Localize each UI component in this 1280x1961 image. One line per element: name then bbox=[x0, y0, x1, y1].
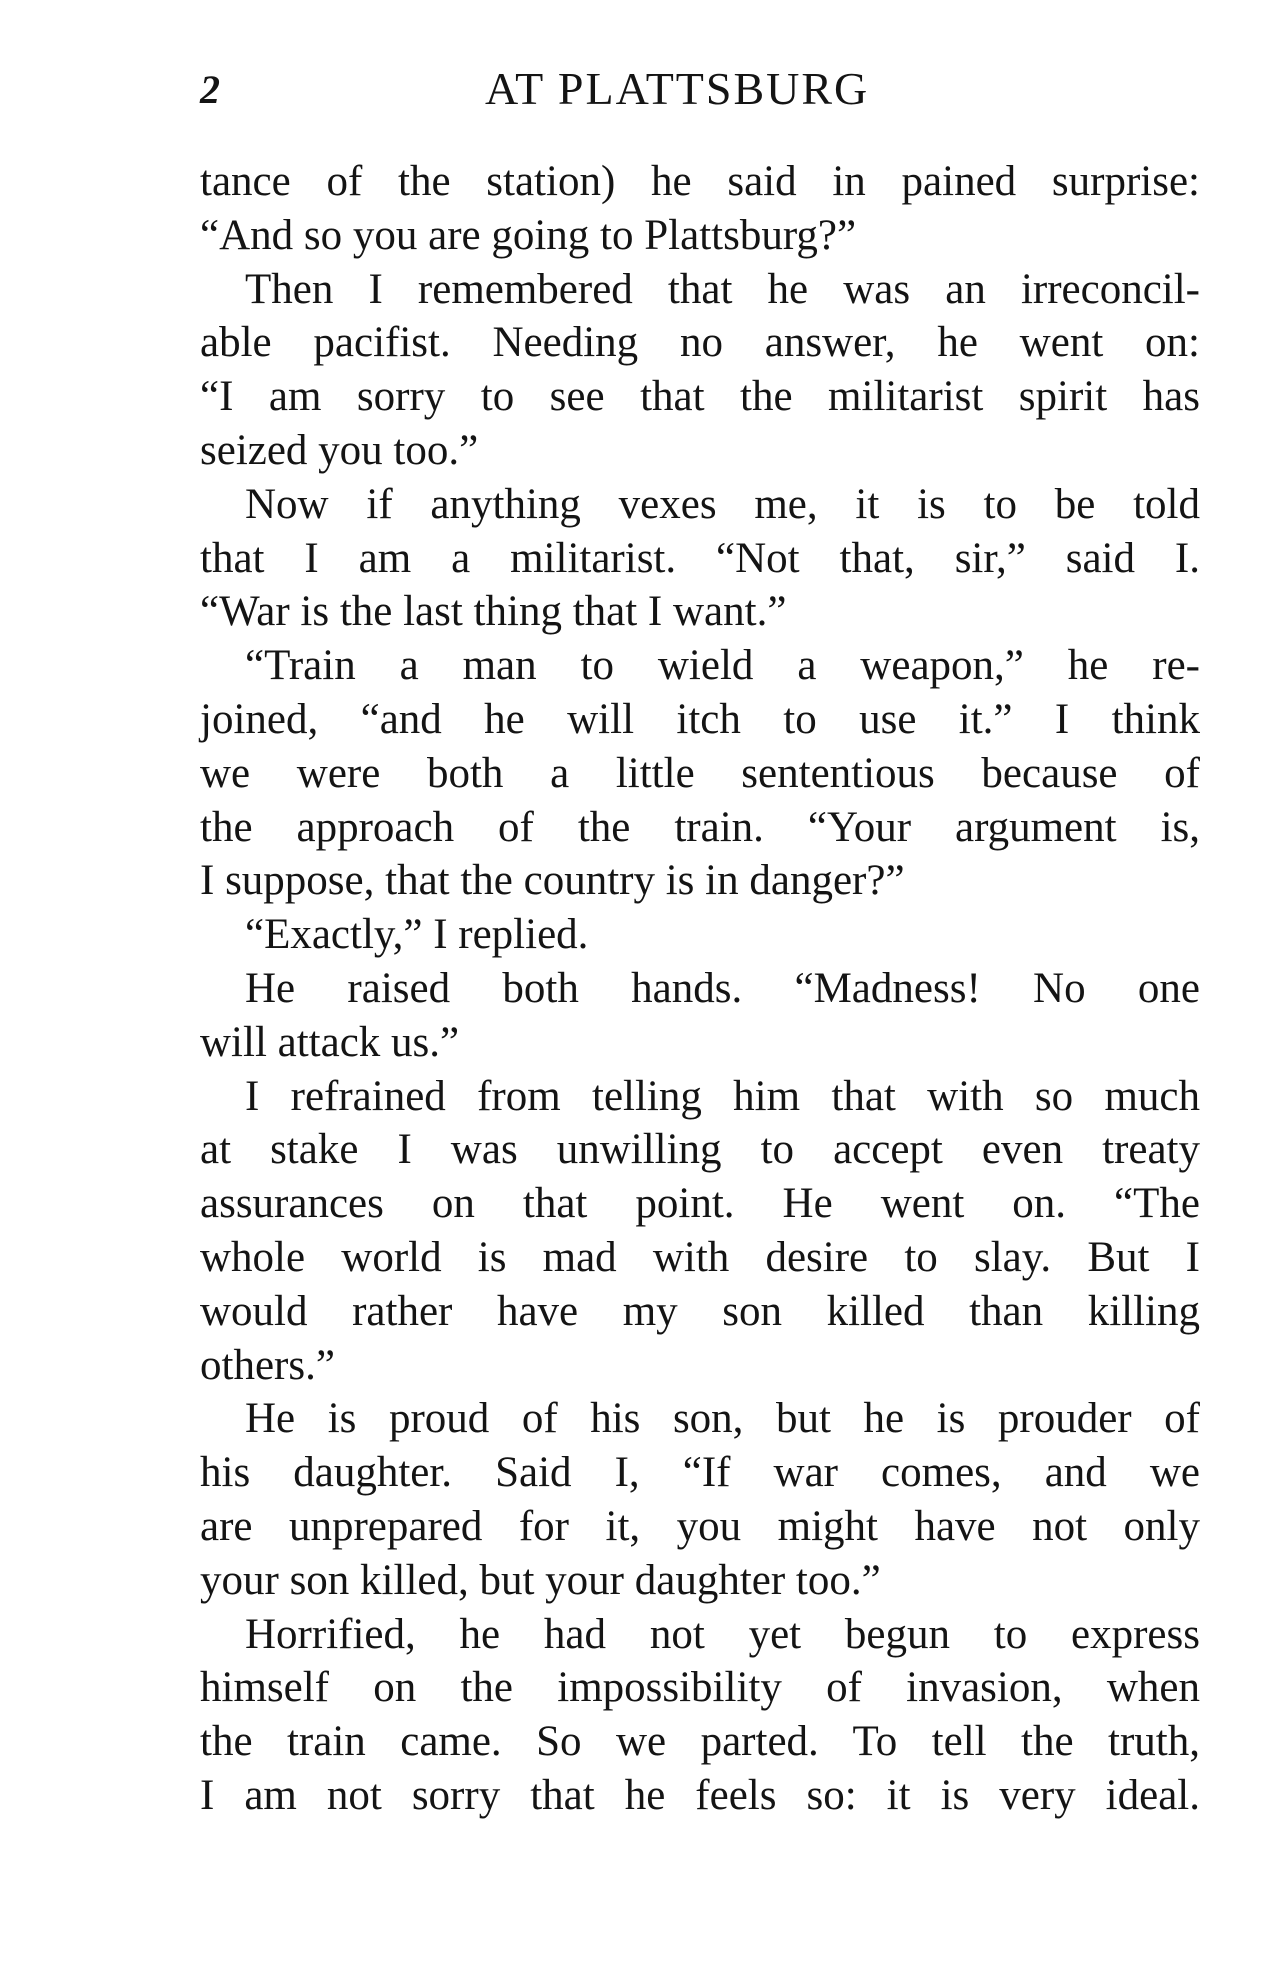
text-line: the approach of the train. “Your argument is, bbox=[200, 803, 1200, 851]
text-line: at stake I was unwilling to accept even treaty bbox=[200, 1126, 1200, 1174]
page-number: 2 bbox=[200, 67, 220, 112]
text-line: we were both a little sententious because of bbox=[200, 749, 1200, 797]
text-line: would rather have my son killed than killing bbox=[200, 1287, 1200, 1335]
text-line: Now if anything vexes me, it is to be told bbox=[245, 480, 1200, 528]
text-line: He raised both hands. “Madness! No one bbox=[245, 964, 1200, 1012]
body-text bbox=[200, 155, 1200, 1823]
text-line: others.” bbox=[200, 1341, 335, 1389]
text-line: assurances on that point. He went on. “The bbox=[200, 1180, 1200, 1228]
text-line: your son killed, but your daughter too.” bbox=[200, 1556, 881, 1604]
text-line: seized you too.” bbox=[200, 426, 479, 474]
text-line: “I am sorry to see that the militarist spirit has bbox=[200, 373, 1200, 421]
text-line: “Train a man to wield a weapon,” he re- bbox=[245, 642, 1200, 690]
running-head bbox=[200, 62, 1200, 122]
text-line: joined, “and he will itch to use it.” I think bbox=[200, 695, 1200, 743]
text-line: tance of the station) he said in pained surprise: bbox=[200, 158, 1200, 205]
text-line: his daughter. Said I, “If war comes, and we bbox=[200, 1449, 1200, 1497]
text-line: I refrained from telling him that with so much bbox=[245, 1072, 1200, 1120]
text-line: able pacifist. Needing no answer, he went on: bbox=[200, 319, 1200, 367]
text-line: “And so you are going to Plattsburg?” bbox=[200, 211, 857, 259]
text-line: I am not sorry that he feels so: it is very ideal. bbox=[200, 1771, 1200, 1819]
text-line: Then I remembered that he was an irreconcil- bbox=[245, 265, 1200, 313]
text-line: “War is the last thing that I want.” bbox=[200, 588, 787, 636]
text-line: “Exactly,” I replied. bbox=[245, 911, 589, 959]
text-line: He is proud of his son, but he is prouder of bbox=[245, 1395, 1200, 1443]
text-line: Horrified, he had not yet begun to express bbox=[245, 1610, 1200, 1658]
text-line: whole world is mad with desire to slay. But I bbox=[200, 1233, 1200, 1281]
running-title: AT PLATTSBURG bbox=[485, 63, 870, 114]
text-line: I suppose, that the country is in danger?” bbox=[200, 857, 905, 905]
text-line: that I am a militarist. “Not that, sir,” said I. bbox=[200, 534, 1200, 582]
text-line: will attack us.” bbox=[200, 1018, 460, 1066]
text-line: are unprepared for it, you might have not only bbox=[200, 1502, 1200, 1550]
text-line: the train came. So we parted. To tell the truth, bbox=[200, 1718, 1200, 1766]
text-line: himself on the impossibility of invasion, when bbox=[200, 1664, 1200, 1712]
